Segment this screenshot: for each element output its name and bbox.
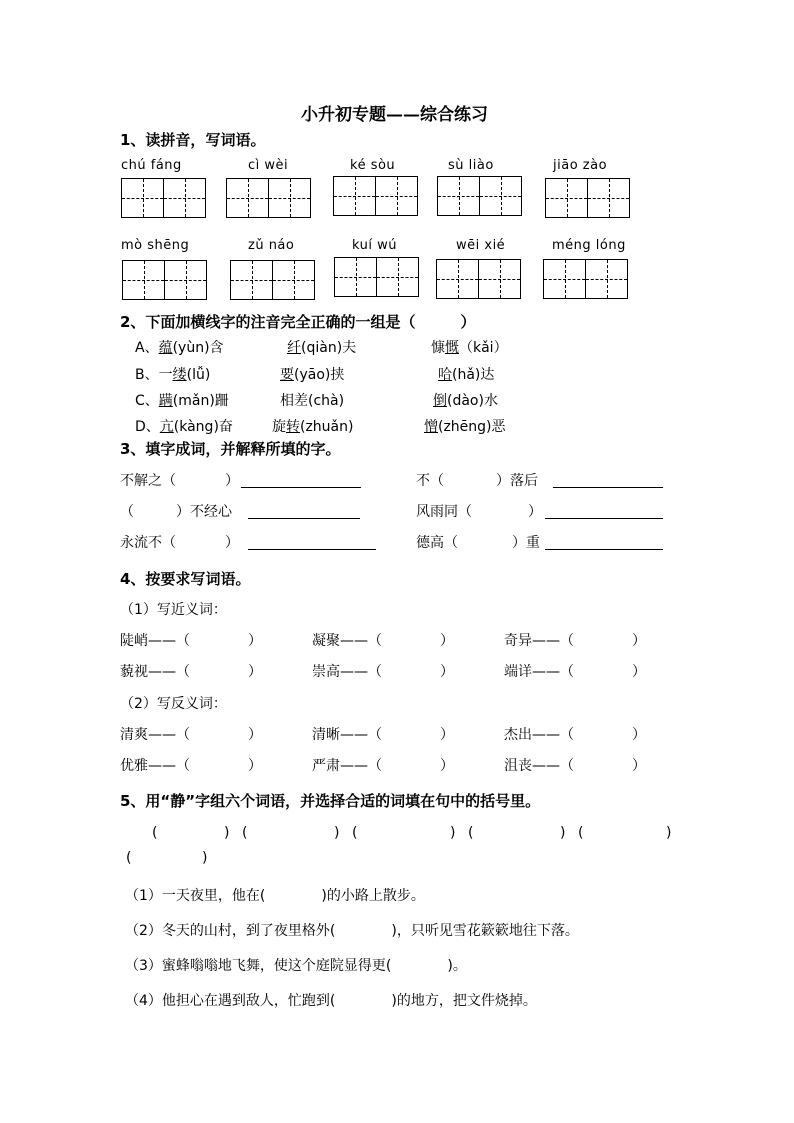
page-title: 小升初专题——综合练习 — [301, 105, 488, 125]
idiom-text: ） — [225, 473, 239, 489]
answer-bracket[interactable]: ) — [666, 825, 672, 841]
option-c-1: C、蹒(mǎn)跚 — [135, 393, 229, 409]
section-1-heading: 1、读拼音，写词语。 — [120, 131, 266, 149]
sentence: （1）一天夜里，他在( )的小路上散步。 — [125, 888, 425, 904]
answer-bracket[interactable]: ( — [126, 850, 132, 866]
writing-grid[interactable] — [226, 178, 311, 218]
word-item: 陡峭——（ — [120, 633, 190, 649]
idiom-text: （ — [120, 504, 134, 520]
sub-heading: （1）写近义词： — [120, 602, 227, 618]
answer-bracket[interactable]: ) — [450, 825, 456, 841]
option-a-3: 慷慨（kǎi） — [431, 340, 508, 356]
writing-grid[interactable] — [121, 178, 206, 218]
pinyin: cì wèi — [248, 158, 289, 173]
word-item: 清爽——（ — [120, 727, 190, 743]
option-a-2: 纤(qiàn)夫 — [287, 340, 357, 356]
answer-line[interactable] — [545, 518, 663, 519]
idiom-text: 不（ — [416, 473, 444, 489]
option-b-2: 要(yāo)挟 — [280, 367, 345, 383]
bracket-close: ） — [632, 727, 646, 743]
idiom-text: 风雨同（ — [416, 504, 472, 520]
answer-line[interactable] — [545, 549, 663, 550]
sentence: （2）冬天的山村，到了夜里格外( )，只听见雪花簌簌地往下落。 — [125, 923, 579, 939]
writing-grid[interactable] — [334, 257, 419, 297]
pinyin: jiāo zào — [553, 158, 608, 173]
answer-bracket[interactable]: ( — [468, 825, 474, 841]
section-3-heading: 3、填字成词，并解释所填的字。 — [120, 440, 341, 458]
writing-grid[interactable] — [437, 176, 522, 216]
pinyin: kuí wú — [352, 238, 397, 253]
bracket-close: ） — [440, 758, 454, 774]
word-item: 端详——（ — [504, 664, 574, 680]
writing-grid[interactable] — [436, 259, 521, 299]
sentence: （4）他担心在遇到敌人，忙跑到( )的地方，把文件烧掉。 — [125, 993, 537, 1009]
bracket-close: ） — [632, 633, 646, 649]
bracket-close: ） — [248, 758, 262, 774]
writing-grid[interactable] — [230, 260, 315, 300]
pinyin: zǔ náo — [248, 238, 295, 253]
answer-line[interactable] — [248, 518, 360, 519]
bracket-close: ） — [440, 727, 454, 743]
word-item: 凝聚——（ — [312, 633, 382, 649]
answer-line[interactable] — [241, 487, 361, 488]
option-c-2: 相差(chà) — [280, 393, 345, 409]
pinyin: ké sòu — [350, 158, 396, 173]
word-item: 严肃——（ — [312, 758, 382, 774]
word-item: 奇异——（ — [504, 633, 574, 649]
idiom-text: ）重 — [512, 535, 540, 551]
option-d-3: 憎(zhēng)恶 — [424, 419, 506, 435]
answer-bracket[interactable]: ) — [560, 825, 566, 841]
option-b-3: 哈(hǎ)达 — [438, 367, 495, 383]
sentence: （3）蜜蜂嗡嗡地飞舞，使这个庭院显得更( )。 — [125, 958, 467, 974]
answer-bracket[interactable]: ( — [578, 825, 584, 841]
answer-line[interactable] — [248, 549, 376, 550]
option-d-2: 旋转(zhuǎn) — [272, 419, 354, 435]
idiom-text: 永流不（ — [120, 535, 176, 551]
idiom-text: 不解之（ — [120, 473, 176, 489]
bracket-close: ） — [632, 664, 646, 680]
section-4-heading: 4、按要求写词语。 — [120, 570, 251, 588]
word-item: 优雅——（ — [120, 758, 190, 774]
idiom-text: ）落后 — [496, 473, 538, 489]
bracket-close: ） — [440, 633, 454, 649]
pinyin: mò shēng — [121, 238, 190, 253]
answer-line[interactable] — [553, 487, 663, 488]
idiom-text: ） — [225, 535, 239, 551]
word-item: 沮丧——（ — [504, 758, 574, 774]
bracket-close: ） — [248, 633, 262, 649]
word-item: 杰出——（ — [504, 727, 574, 743]
word-item: 藐视——（ — [120, 664, 190, 680]
answer-bracket[interactable]: ) — [334, 825, 340, 841]
idiom-text: 德高（ — [416, 535, 458, 551]
option-a-1: A、蕴(yùn)含 — [135, 340, 224, 356]
section-5-heading: 5、用“静”字组六个词语，并选择合适的词填在句中的括号里。 — [120, 792, 541, 810]
pinyin: wēi xié — [456, 238, 506, 253]
answer-bracket[interactable]: ) — [202, 850, 208, 866]
bracket-close: ） — [440, 664, 454, 680]
writing-grid[interactable] — [122, 260, 207, 300]
option-c-3: 倒(dào)水 — [433, 393, 498, 409]
pinyin: méng lóng — [552, 238, 626, 253]
word-item: 崇高——（ — [312, 664, 382, 680]
idiom-text: ） — [528, 504, 542, 520]
bracket-close: ） — [632, 758, 646, 774]
word-item: 清晰——（ — [312, 727, 382, 743]
section-2-heading: 2、下面加横线字的注音完全正确的一组是（ ） — [120, 313, 476, 331]
pinyin: sù liào — [448, 158, 494, 173]
writing-grid[interactable] — [545, 178, 630, 218]
bracket-close: ） — [248, 727, 262, 743]
option-b-1: B、一缕(lǚ) — [135, 367, 211, 383]
writing-grid[interactable] — [333, 176, 418, 216]
sub-heading: （2）写反义词： — [120, 696, 227, 712]
answer-bracket[interactable]: ) — [224, 825, 230, 841]
answer-bracket[interactable]: ( — [352, 825, 358, 841]
option-d-1: D、亢(kàng)奋 — [135, 419, 233, 435]
pinyin: chú fáng — [121, 158, 182, 173]
idiom-text: ）不经心 — [176, 504, 232, 520]
bracket-close: ） — [248, 664, 262, 680]
writing-grid[interactable] — [543, 259, 628, 299]
answer-bracket[interactable]: ( — [242, 825, 248, 841]
answer-bracket[interactable]: ( — [152, 825, 158, 841]
